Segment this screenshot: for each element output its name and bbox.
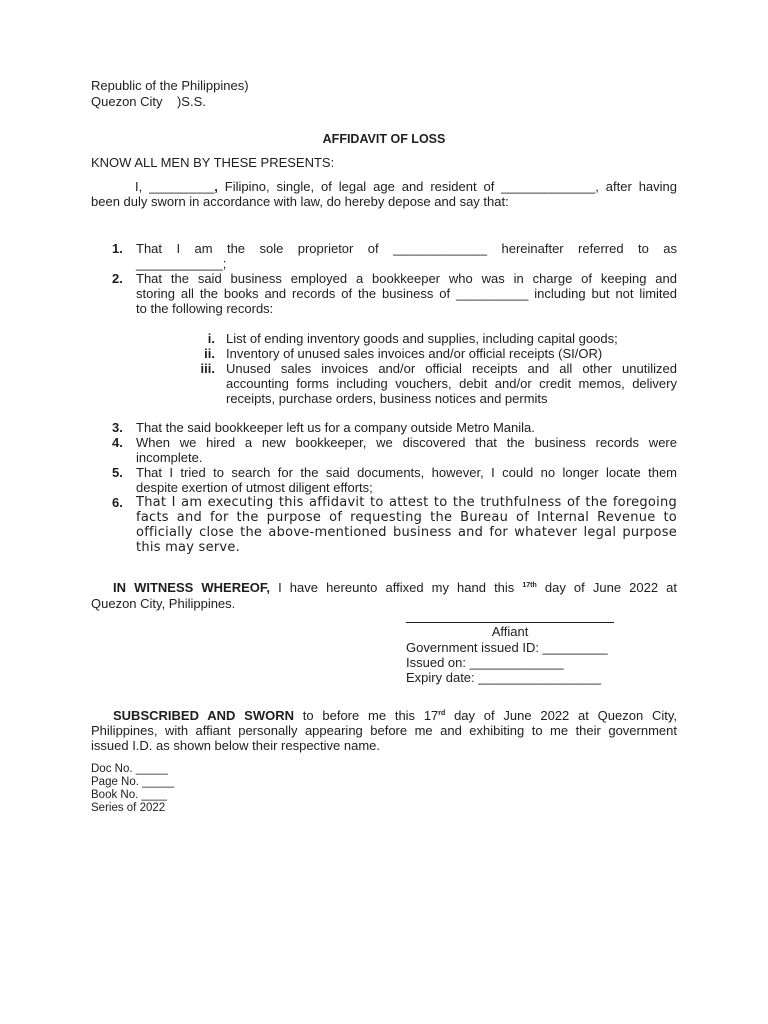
subscribed-line-1 — [91, 708, 677, 723]
item-6-line-4: this may serve. — [136, 540, 240, 555]
item-1-number: 1. — [112, 241, 123, 256]
item-3-line-1: That the said bookkeeper left us for a company outside Metro Manila. — [136, 420, 535, 435]
subscribed-heading: SUBSCRIBED AND SWORN — [113, 708, 294, 723]
intro-line-1 — [91, 179, 677, 194]
item-2-line-3: to the following records: — [136, 301, 274, 316]
item-5-number: 5. — [112, 465, 123, 480]
witness-heading: IN WITNESS WHEREOF, — [113, 580, 271, 595]
doc-number-field: Doc No. _____ — [91, 763, 168, 775]
header-line-2: Quezon City )S.S. — [91, 94, 206, 109]
affiant-label: Affiant — [491, 624, 529, 639]
page-number-field: Page No. _____ — [91, 776, 175, 788]
item-2-number: 2. — [112, 271, 123, 286]
witness-text-1: I have hereunto affixed my hand this — [270, 580, 523, 595]
item-6-line-1: That I am executing this affidavit to attest to the truthfulness of the foregoing — [136, 495, 677, 510]
item-6-line-3: officially close the above-mentioned business and for whatever legal purpose — [136, 525, 677, 540]
government-id-field: Government issued ID: _________ — [406, 640, 608, 655]
intro-name-blank: I, _________ — [135, 179, 215, 194]
intro-line-2: been duly sworn in accordance with law, do hereby depose and say that: — [91, 194, 509, 209]
item-2-line-1: That the said business employed a bookkeeper who was in charge of keeping and — [136, 271, 677, 286]
subitem-ii-line-1: Inventory of unused sales invoices and/or official receipts (SI/OR) — [226, 346, 603, 361]
item-6-number: 6. — [112, 495, 123, 510]
subitem-iii-line-3: receipts, purchase orders, business notices and permits — [226, 391, 548, 406]
subscribed-day-superscript: rd — [438, 710, 446, 717]
subitem-iii-line-1: Unused sales invoices and/or official receipts and all other unutilized — [226, 361, 677, 376]
intro-line-1-text: Filipino, single, of legal age and resident of _____________, after having — [217, 179, 677, 194]
witness-day-superscript: 17th — [522, 582, 537, 589]
book-number-field: Book No. ____ — [91, 789, 168, 801]
subscribed-text-1: to before me this 17 — [294, 708, 439, 723]
document-title: AFFIDAVIT OF LOSS — [322, 132, 446, 146]
subitem-i-line-1: List of ending inventory goods and supplies, including capital goods; — [226, 331, 618, 346]
item-2-line-2: storing all the books and records of the business of __________ including but not limited — [136, 286, 677, 301]
subitem-ii-number: ii. — [204, 346, 215, 361]
item-5-line-2: despite exertion of utmost diligent efforts; — [136, 480, 373, 495]
item-4-line-1: When we hired a new bookkeeper, we discovered that the business records were — [136, 435, 677, 450]
subscribed-line-3: issued I.D. as shown below their respective name. — [91, 738, 381, 753]
item-4-number: 4. — [112, 435, 123, 450]
item-5-line-1: That I tried to search for the said documents, however, I could no longer locate them — [136, 465, 677, 480]
intro-comma: , — [214, 179, 218, 194]
subscribed-text-2: day of June 2022 at Quezon City, — [445, 708, 677, 723]
subitem-i-number: i. — [207, 331, 215, 346]
issued-on-field: Issued on: _____________ — [406, 655, 564, 670]
signature-line — [406, 622, 614, 623]
witness-line-2: Quezon City, Philippines. — [91, 596, 236, 611]
item-3-number: 3. — [112, 420, 123, 435]
item-1-line-1: That I am the sole proprietor of _____________ hereinafter referred to as — [136, 241, 677, 256]
witness-line-1 — [91, 580, 677, 595]
item-6-line-2: facts and for the purpose of requesting the Bureau of Internal Revenue to — [136, 510, 677, 525]
item-4-line-2: incomplete. — [136, 450, 203, 465]
item-1-line-2: ____________; — [136, 256, 227, 271]
know-all-men: KNOW ALL MEN BY THESE PRESENTS: — [91, 155, 335, 170]
series-field: Series of 2022 — [91, 802, 166, 814]
expiry-date-field: Expiry date: _________________ — [406, 670, 602, 685]
witness-text-2: day of June 2022 at — [536, 580, 677, 595]
subscribed-line-2: Philippines, with affiant personally appearing before me and exhibiting to me their government — [91, 723, 677, 738]
subitem-iii-line-2: accounting forms including vouchers, debit and/or credit memos, delivery — [226, 376, 677, 391]
subitem-iii-number: iii. — [200, 361, 215, 376]
header-line-1: Republic of the Philippines) — [91, 78, 249, 93]
